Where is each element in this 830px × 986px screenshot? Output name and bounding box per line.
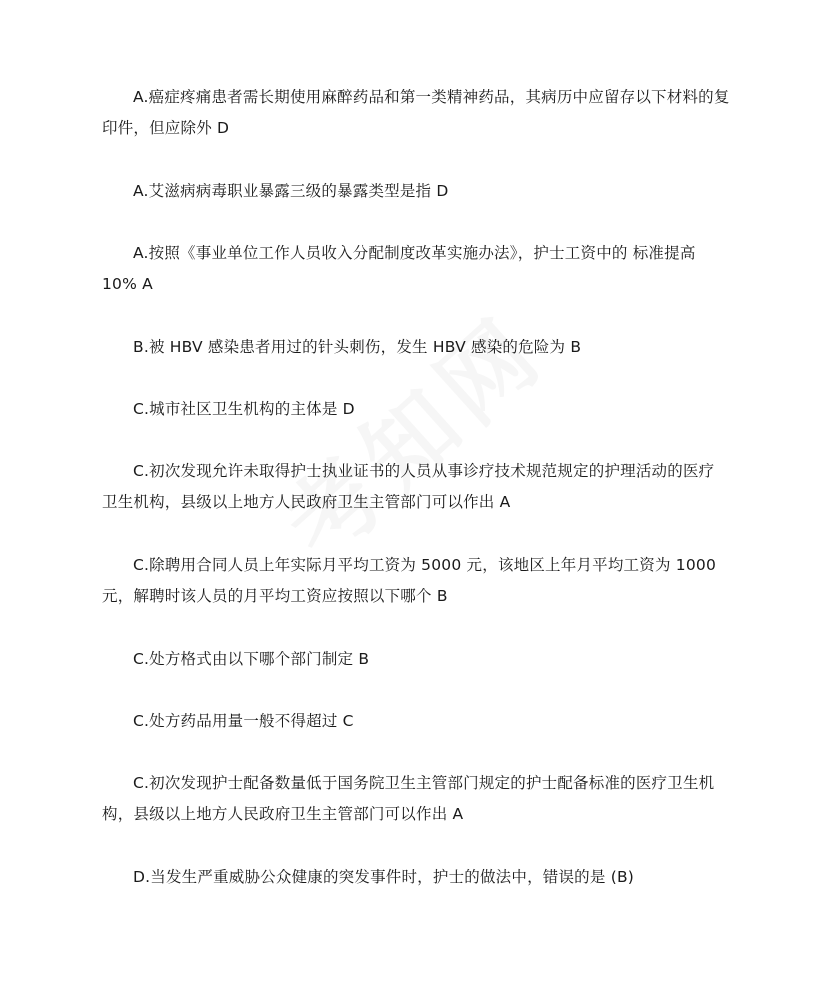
question-item-11: D.当发生严重威胁公众健康的突发事件时，护士的做法中，错误的是 (B) <box>133 868 635 886</box>
question-item-1: A.癌症疼痛患者需长期使用麻醉药品和第一类精神药品，其病历中应留存以下材料的复印件，但应除外 D <box>102 88 730 137</box>
question-item-5: C.城市社区卫生机构的主体是 D <box>133 400 355 418</box>
question-item-2: A.艾滋病病毒职业暴露三级的暴露类型是指 D <box>133 182 449 200</box>
question-item-7: C.除聘用合同人员上年实际月平均工资为 5000 元，该地区上年月平均工资为 1000 元，解聘时该人员的月平均工资应按照以下哪个 B <box>102 556 717 605</box>
question-item-10: C.初次发现护士配备数量低于国务院卫生主管部门规定的护士配备标准的医疗卫生机构，县级以上地方人民政府卫生主管部门可以作出 A <box>102 774 715 823</box>
question-item-9: C.处方药品用量一般不得超过 C <box>133 712 354 730</box>
question-item-6: C.初次发现允许未取得护士执业证书的人员从事诊疗技术规范规定的护理活动的医疗卫生机构，县级以上地方人民政府卫生主管部门可以作出 A <box>102 462 715 511</box>
question-item-3: A.按照《事业单位工作人员收入分配制度改革实施办法》，护士工资中的 标准提高 10% A <box>102 244 696 293</box>
question-item-8: C.处方格式由以下哪个部门制定 B <box>133 650 370 668</box>
question-item-4: B.被 HBV 感染患者用过的针头刺伤，发生 HBV 感染的危险为 B <box>133 338 582 356</box>
